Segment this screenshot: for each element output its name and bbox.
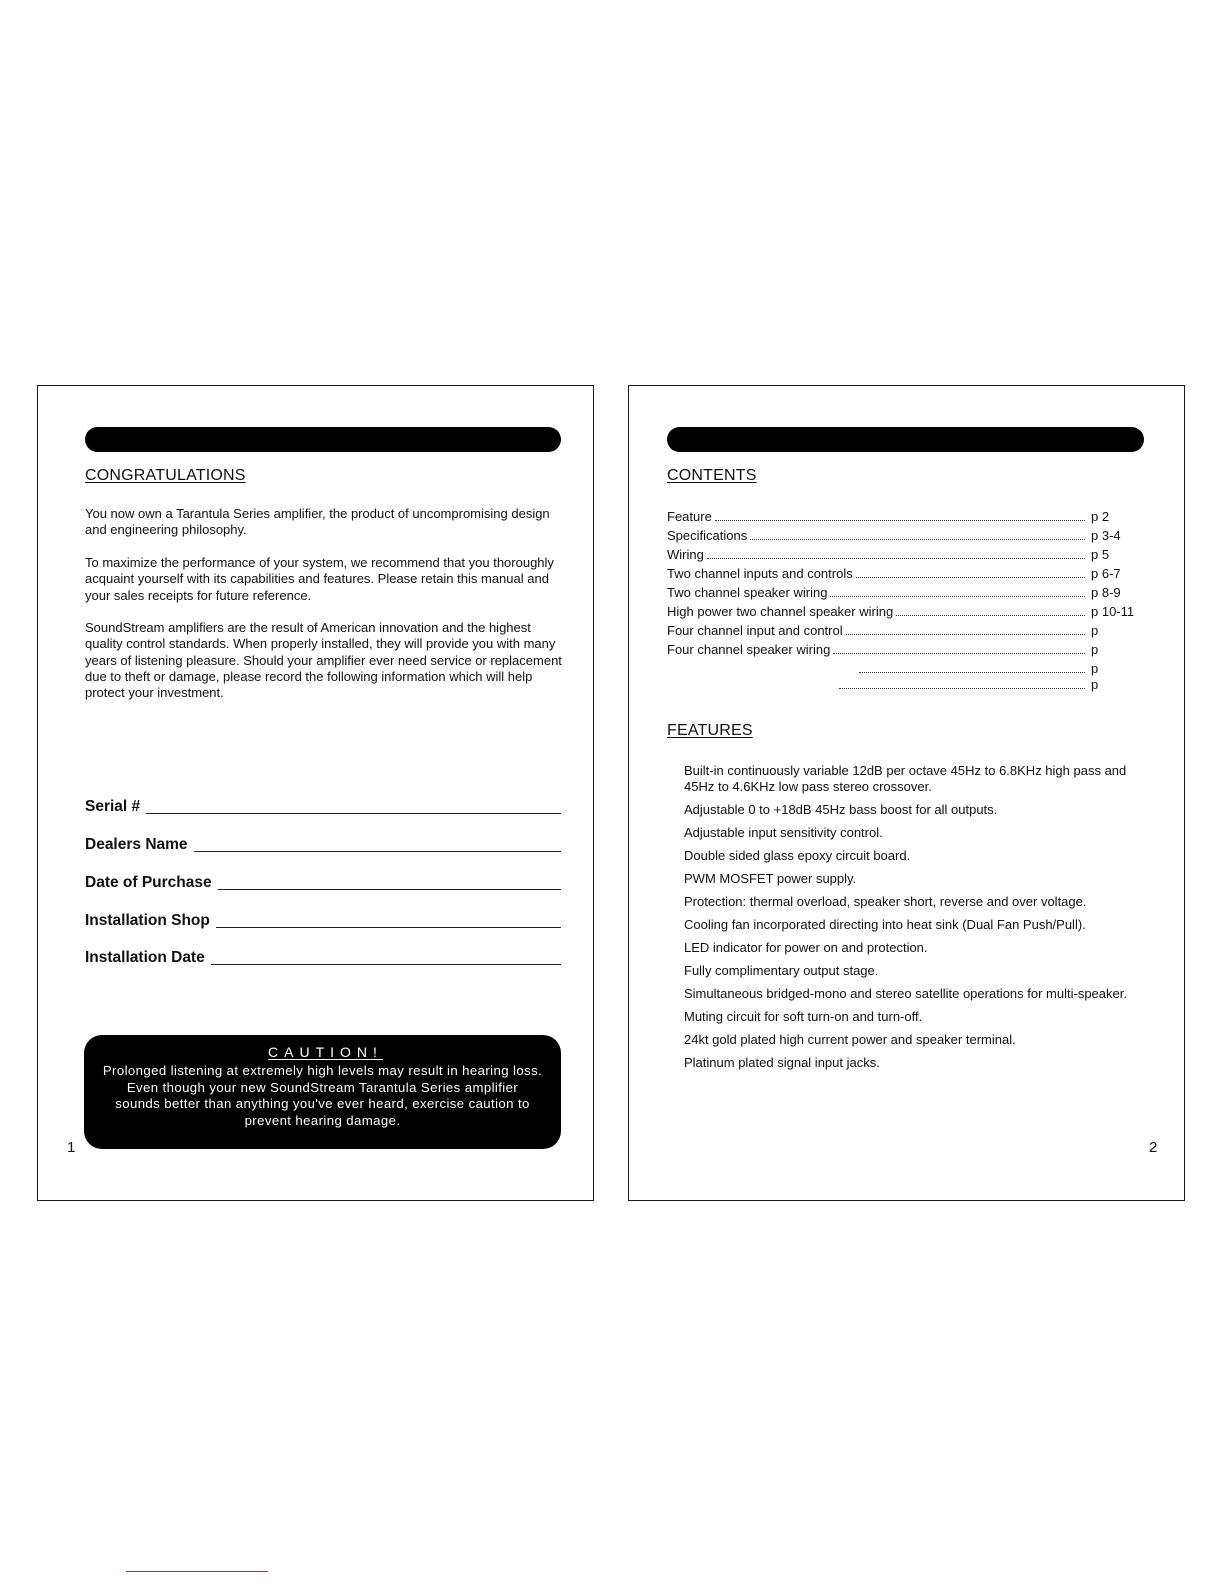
right-header-bar [667, 427, 1144, 452]
toc-entry[interactable] [667, 642, 1137, 661]
feature-item: Fully complimentary output stage. [684, 963, 879, 979]
feature-item: Built-in continuously variable 12dB per octave 45Hz to 6.8KHz high pass and 45Hz to 4.6KHz low pass stereo crossover. [684, 763, 1127, 795]
toc-entry[interactable] [667, 604, 1137, 623]
toc-entry-blank [667, 677, 1137, 693]
feature-item: LED indicator for power on and protection. [684, 940, 928, 956]
toc-leader [715, 520, 1085, 521]
toc-leader [846, 634, 1085, 635]
performance-paragraph: To maximize the performance of your system, we recommend that you thoroughly acquaint yourself with its capabilities and features. Please retain this manual and your sales receipts for future reference. [85, 555, 554, 603]
serial-field[interactable] [85, 796, 561, 816]
date-of-purchase-field[interactable] [85, 872, 561, 892]
toc-entry-title: Four channel speaker wiring [667, 642, 831, 657]
toc-entry-page: p 3-4 [1091, 528, 1121, 543]
toc-entry-title: Two channel speaker wiring [667, 585, 828, 600]
toc-entry-title: Four channel input and control [667, 623, 843, 638]
toc-leader [707, 558, 1085, 559]
installation-date-label: Installation Date [85, 949, 205, 966]
soundstream-paragraph: SoundStream amplifiers are the result of American innovation and the highest quality control standards. When properly installed, they will provide you with many years of listening pleasure. Should your amplifier ever need service or replacement due to theft or damage, please record the following information which will help protect your investment. [85, 620, 562, 701]
date-of-purchase-line [218, 889, 561, 890]
date-of-purchase-label: Date of Purchase [85, 874, 212, 891]
toc-entry-title: Two channel inputs and controls [667, 566, 853, 581]
toc-entry[interactable] [667, 566, 1137, 585]
toc-leader [859, 672, 1085, 673]
toc-entry-title: Specifications [667, 528, 748, 543]
toc-entry-page: p [1091, 661, 1099, 676]
serial-label: Serial # [85, 798, 141, 815]
toc-entry[interactable] [667, 623, 1137, 642]
installation-shop-field[interactable] [85, 910, 561, 930]
feature-item: PWM MOSFET power supply. [684, 871, 857, 887]
toc-entry-title: Wiring [667, 547, 704, 562]
serial-line [146, 813, 561, 814]
toc-entry[interactable] [667, 528, 1137, 547]
dealers-name-label: Dealers Name [85, 836, 188, 853]
feature-item: 24kt gold plated high current power and speaker terminal. [684, 1032, 1016, 1048]
table-of-contents [667, 509, 1137, 693]
features-list [684, 763, 1144, 1078]
toc-entry-page: p 10-11 [1091, 604, 1135, 619]
intro-paragraph: You now own a Tarantula Series amplifier, the product of uncompromising design and engineering philosophy. [85, 506, 550, 538]
page-number-right: 2 [1149, 1139, 1158, 1156]
right-page [628, 385, 1185, 1201]
toc-entry-page: p 6-7 [1091, 566, 1121, 581]
caution-box [84, 1035, 561, 1149]
installation-date-line [211, 964, 561, 965]
congratulations-heading: CONGRATULATIONS [85, 467, 246, 484]
installation-shop-line [216, 927, 561, 928]
feature-item: Adjustable input sensitivity control. [684, 825, 883, 841]
toc-entry[interactable] [667, 509, 1137, 528]
contents-heading: CONTENTS [667, 467, 757, 484]
feature-item: Muting circuit for soft turn-on and turn-off. [684, 1009, 923, 1025]
feature-item: Protection: thermal overload, speaker short, reverse and over voltage. [684, 894, 1087, 910]
toc-leader [839, 688, 1085, 689]
installation-date-field[interactable] [85, 947, 561, 967]
features-heading: FEATURES [667, 722, 753, 739]
toc-leader [856, 577, 1085, 578]
toc-entry-title: Feature [667, 509, 712, 524]
toc-entry[interactable] [667, 547, 1137, 566]
toc-entry-page: p [1091, 642, 1099, 657]
left-header-bar [85, 427, 561, 452]
left-page [37, 385, 594, 1201]
toc-entry-page: p 2 [1091, 509, 1110, 524]
dealers-name-field[interactable] [85, 834, 561, 854]
toc-entry-page: p [1091, 623, 1099, 638]
feature-item: Double sided glass epoxy circuit board. [684, 848, 911, 864]
caution-title: CAUTION! [268, 1044, 383, 1060]
page-number-left: 1 [67, 1139, 76, 1156]
dealers-name-line [194, 851, 561, 852]
toc-leader [833, 653, 1085, 654]
toc-entry-page: p [1091, 677, 1099, 692]
feature-item: Cooling fan incorporated directing into heat sink (Dual Fan Push/Pull). [684, 917, 1086, 933]
feature-item: Platinum plated signal input jacks. [684, 1055, 880, 1071]
toc-entry-blank [667, 661, 1137, 677]
footer-link-underline[interactable] [126, 1571, 268, 1572]
toc-leader [830, 596, 1085, 597]
toc-leader [896, 615, 1085, 616]
toc-entry-title: High power two channel speaker wiring [667, 604, 894, 619]
feature-item: Adjustable 0 to +18dB 45Hz bass boost for all outputs. [684, 802, 998, 818]
toc-leader [750, 539, 1085, 540]
installation-shop-label: Installation Shop [85, 912, 210, 929]
feature-item: Simultaneous bridged-mono and stereo satellite operations for multi-speaker. [684, 986, 1127, 1002]
toc-entry-page: p 8-9 [1091, 585, 1121, 600]
toc-entry-page: p 5 [1091, 547, 1110, 562]
caution-text: Prolonged listening at extremely high levels may result in hearing loss. Even though your new SoundStream Tarantula Series amplifier sounds better than anything you've ever heard, exercise caution to prevent hearing damage. [102, 1063, 543, 1128]
toc-entry[interactable] [667, 585, 1137, 604]
